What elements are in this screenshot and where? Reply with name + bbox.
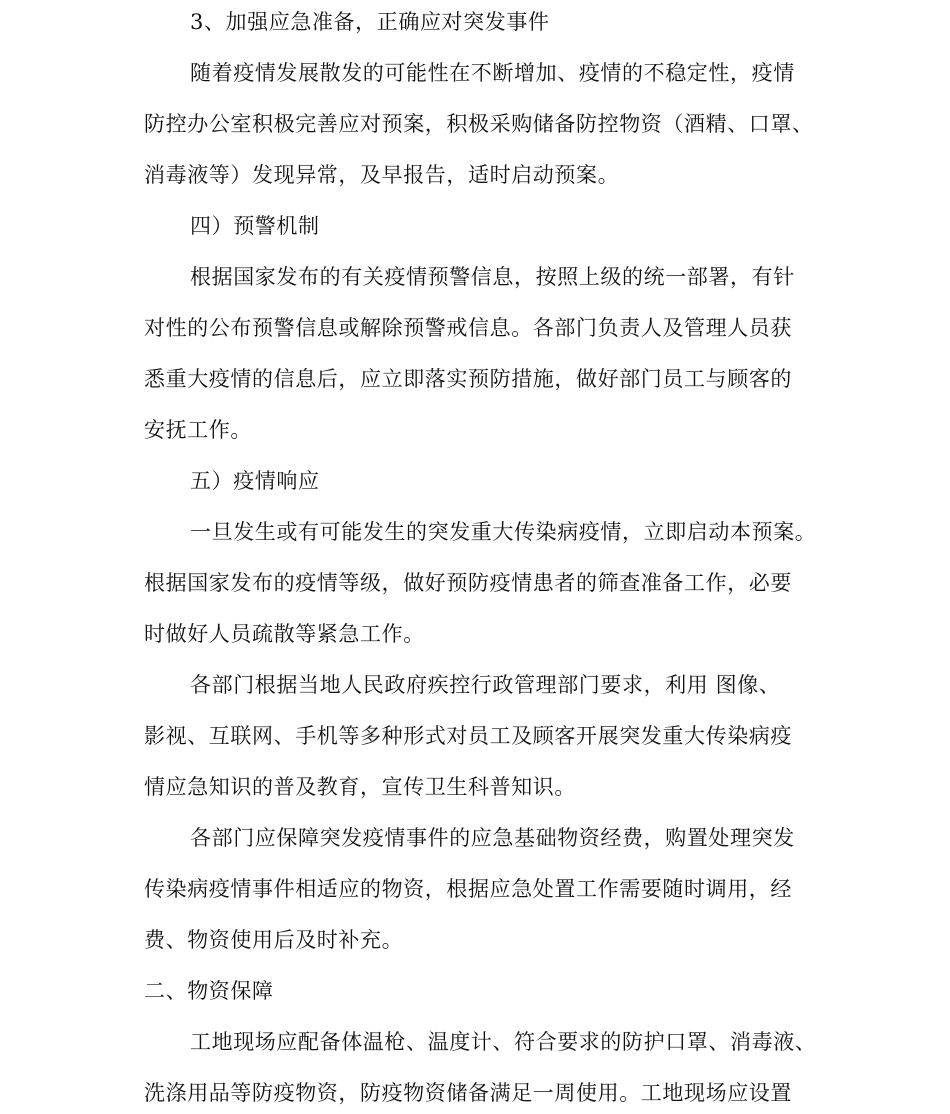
paragraph-line: 费、物资使用后及时补充。 [144, 928, 404, 952]
paragraph-line: 洗涤用品等防疫物资，防疫物资储备满足一周使用。工地现场应设置 [144, 1081, 792, 1105]
paragraph-line: 安抚工作。 [144, 418, 252, 442]
subheading-warning-mechanism: 四）预警机制 [190, 214, 320, 238]
paragraph-line: 一旦发生或有可能发生的突发重大传染病疫情，立即启动本预案。 [190, 520, 817, 544]
paragraph-line: 时做好人员疏散等紧急工作。 [144, 622, 425, 646]
paragraph-line: 传染病疫情事件相适应的物资，根据应急处置工作需要随时调用，经 [144, 877, 792, 901]
paragraph-line: 情应急知识的普及教育，宣传卫生科普知识。 [144, 775, 576, 799]
paragraph-line: 悉重大疫情的信息后，应立即落实预防措施，做好部门员工与顾客的 [144, 367, 792, 391]
paragraph-line: 根据国家发布的有关疫情预警信息，按照上级的统一部署，有针 [190, 265, 795, 289]
subheading-emergency-preparedness: 3、加强应急准备，正确应对突发事件 [190, 10, 550, 34]
paragraph-line: 根据国家发布的疫情等级，做好预防疫情患者的筛查准备工作，必要 [144, 571, 792, 595]
section-heading-material-support: 二、物资保障 [144, 979, 274, 1003]
paragraph-line: 防控办公室积极完善应对预案，积极采购储备防控物资（酒精、口罩、 [144, 112, 814, 136]
paragraph-line: 对性的公布预警信息或解除预警戒信息。各部门负责人及管理人员获 [144, 316, 792, 340]
paragraph-line: 各部门根据当地人民政府疾控行政管理部门要求，利用 图像、 [190, 673, 781, 697]
paragraph-line: 影视、互联网、手机等多种形式对员工及顾客开展突发重大传染病疫 [144, 724, 792, 748]
paragraph-line: 各部门应保障突发疫情事件的应急基础物资经费，购置处理突发 [190, 826, 795, 850]
paragraph-line: 工地现场应配备体温枪、温度计、符合要求的防护口罩、消毒液、 [190, 1030, 817, 1054]
subheading-epidemic-response: 五）疫情响应 [190, 469, 320, 493]
paragraph-line: 随着疫情发展散发的可能性在不断增加、疫情的不稳定性，疫情 [190, 61, 795, 85]
paragraph-line: 消毒液等）发现异常，及早报告，适时启动预案。 [144, 163, 620, 187]
